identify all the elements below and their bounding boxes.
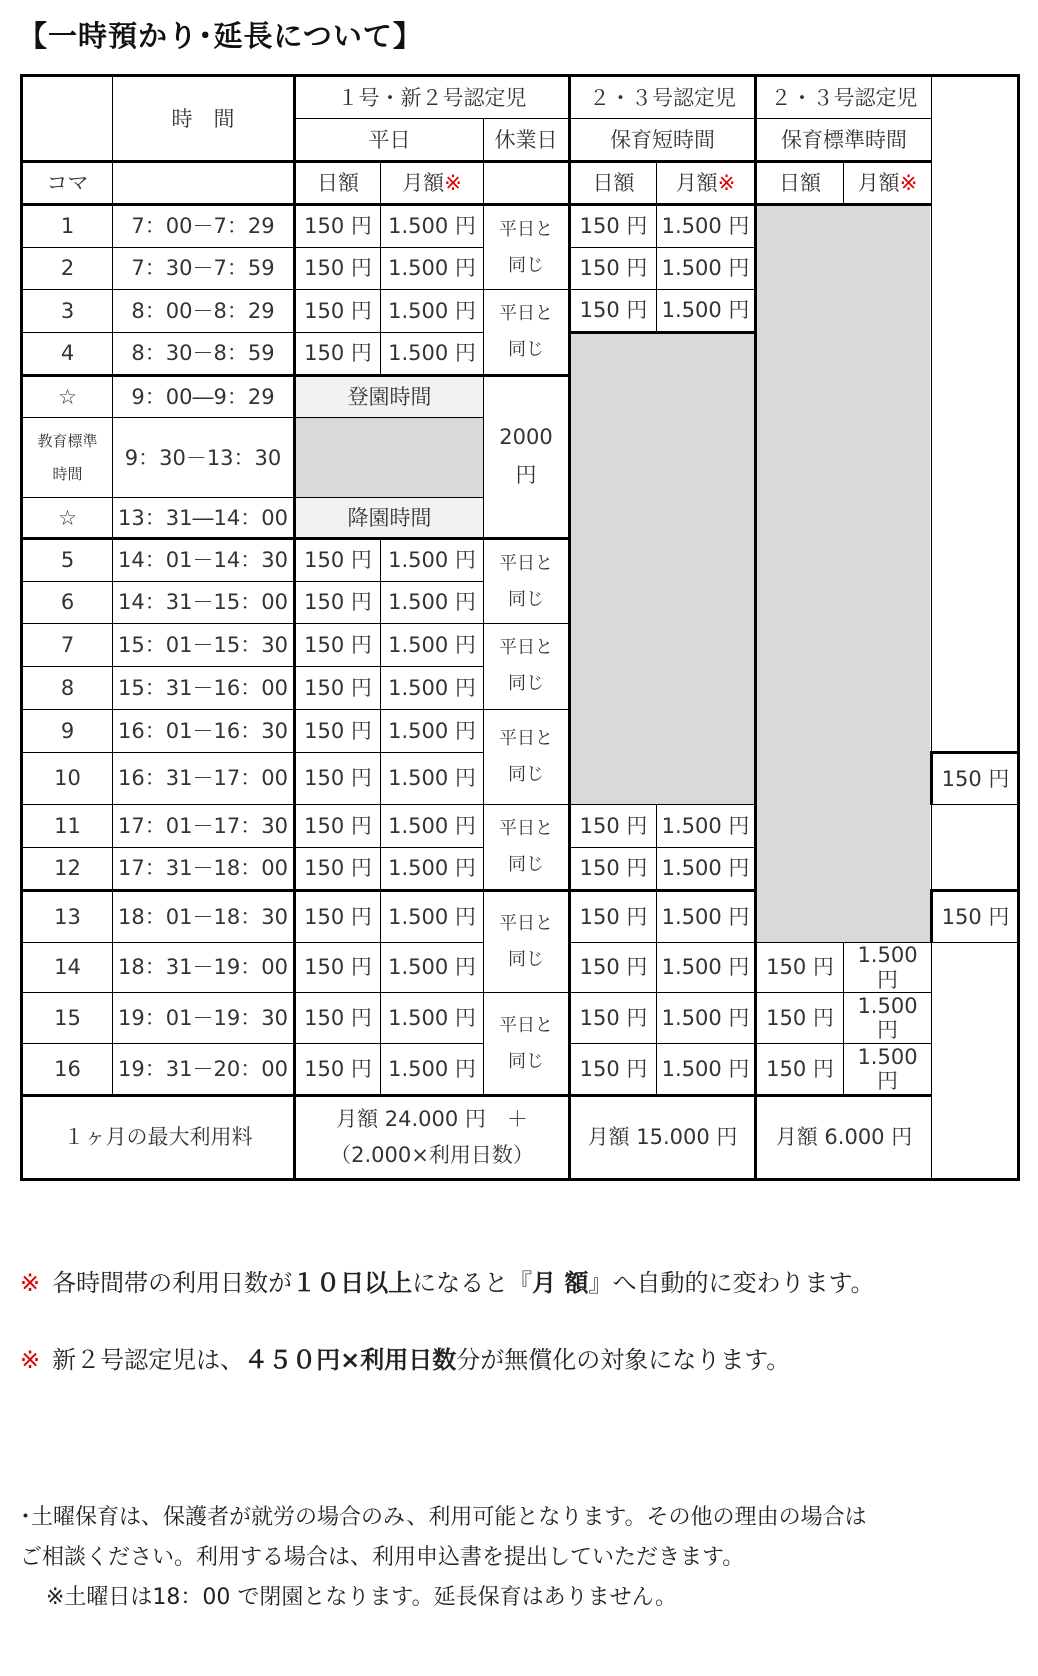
time-range: 8：00－8：29 xyxy=(113,289,295,332)
header-daily: 日額 xyxy=(295,162,381,205)
daily-fee: 150 円 xyxy=(570,1043,657,1095)
monthly-fee: 1.500 円 xyxy=(381,539,484,581)
monthly-fee: 1.500 円 xyxy=(381,709,484,752)
time-range: 8：30－8：59 xyxy=(113,332,295,375)
daily-fee: 150 円 xyxy=(570,205,657,247)
koma-number: 10 xyxy=(22,753,113,805)
max-fee-group-3: 月額 6.000 円 xyxy=(756,1095,932,1179)
saturday-note-line: ご相談ください。利用する場合は、利用申込書を提出していただきます。 xyxy=(20,1545,745,1570)
table-row xyxy=(22,993,1019,1044)
unavailable-block xyxy=(295,418,484,498)
time-range: 19：31－20：00 xyxy=(113,1043,295,1095)
monthly-fee: 1.500 円 xyxy=(381,891,484,943)
daily-fee: 150 円 xyxy=(756,942,844,993)
koma-number: 9 xyxy=(22,709,113,752)
daily-fee: 150 円 xyxy=(295,753,381,805)
koma-number: 3 xyxy=(22,289,113,332)
header-holiday-empty xyxy=(484,162,570,205)
star-mark: ☆ xyxy=(22,498,113,539)
daily-fee: 150 円 xyxy=(756,993,844,1044)
header-weekday: 平日 xyxy=(295,119,484,162)
daily-fee: 150 円 xyxy=(570,804,657,847)
monthly-fee: 1.500 円 xyxy=(381,1043,484,1095)
header-daily: 日額 xyxy=(756,162,844,205)
monthly-fee: 1.500 円 xyxy=(381,993,484,1044)
departure-time-label: 降園時間 xyxy=(295,498,484,539)
header-group-1: １号・新２号認定児 xyxy=(295,76,570,119)
holiday-same-as-weekday: 平日と 同じ xyxy=(484,891,570,993)
daily-fee: 150 円 xyxy=(295,804,381,847)
saturday-closing-note: ※土曜日は18：00 で閉園となります。延長保育はありません。 xyxy=(46,1585,677,1610)
daily-fee: 150 円 xyxy=(295,993,381,1044)
monthly-fee: 1.500 円 xyxy=(381,666,484,709)
holiday-same-as-weekday: 平日と 同じ xyxy=(484,804,570,890)
header-monthly: 月額※ xyxy=(381,162,484,205)
time-range: 7：00－7：29 xyxy=(113,205,295,247)
daily-fee: 150 円 xyxy=(295,581,381,623)
header-koma: コマ xyxy=(22,162,113,205)
header-time: 時 間 xyxy=(113,76,295,162)
time-range: 17：31－18：00 xyxy=(113,847,295,890)
time-range: 14：01－14：30 xyxy=(113,539,295,581)
daily-fee: 150 円 xyxy=(295,247,381,289)
header-empty xyxy=(22,76,113,162)
note-free-of-charge: ※ 新２号認定児は、４５０円×利用日数分が無償化の対象になります。 xyxy=(20,1346,791,1374)
koma-number: 1 xyxy=(22,205,113,247)
monthly-fee: 1.500 円 xyxy=(381,804,484,847)
koma-number: 2 xyxy=(22,247,113,289)
table-row xyxy=(22,1095,1019,1179)
page-title: 【一時預かり･延長について】 xyxy=(18,19,423,53)
time-range: 17：01－17：30 xyxy=(113,804,295,847)
time-range: 16：31－17：00 xyxy=(113,753,295,805)
daily-fee: 150 円 xyxy=(295,942,381,993)
time-range: 19：01－19：30 xyxy=(113,993,295,1044)
daily-fee: 150 円 xyxy=(570,289,657,332)
monthly-fee: 1.500 円 xyxy=(381,581,484,623)
koma-number: 4 xyxy=(22,332,113,375)
monthly-fee: 1.500 円 xyxy=(657,942,756,993)
koma-number: 15 xyxy=(22,993,113,1044)
daily-fee: 150 円 xyxy=(570,847,657,890)
monthly-fee: 1.500 円 xyxy=(657,205,756,247)
daily-fee: 150 円 xyxy=(570,891,657,943)
monthly-fee: 1.500 円 xyxy=(657,891,756,943)
note-mark: ※ xyxy=(717,171,736,196)
monthly-fee: 1.500 円 xyxy=(381,942,484,993)
daily-fee: 150 円 xyxy=(295,539,381,581)
daily-fee: 150 円 xyxy=(295,623,381,666)
header-group-2: ２・３号認定児 xyxy=(570,76,756,119)
daily-fee: 150 円 xyxy=(295,205,381,247)
monthly-fee: 1.500 円 xyxy=(381,247,484,289)
holiday-same-as-weekday: 平日と 同じ xyxy=(484,289,570,375)
daily-fee: 150 円 xyxy=(295,1043,381,1095)
holiday-same-as-weekday: 平日と 同じ xyxy=(484,539,570,623)
time-range: 13：31―14：00 xyxy=(113,498,295,539)
holiday-same-as-weekday: 平日と 同じ xyxy=(484,709,570,804)
max-fee-group-2: 月額 15.000 円 xyxy=(570,1095,756,1179)
daily-fee: 150 円 xyxy=(756,1043,844,1095)
arrival-time-label: 登園時間 xyxy=(295,376,484,418)
daily-fee: 150 円 xyxy=(295,847,381,890)
holiday-same-as-weekday: 平日と 同じ xyxy=(484,205,570,289)
monthly-fee: 1.500 円 xyxy=(381,623,484,666)
monthly-fee: 1.500 円 xyxy=(844,942,932,993)
koma-number: 6 xyxy=(22,581,113,623)
header-monthly: 月額※ xyxy=(844,162,932,205)
note-mark: ※ xyxy=(20,1269,41,1297)
koma-number: 13 xyxy=(22,891,113,943)
daily-fee: 150 円 xyxy=(570,993,657,1044)
max-fee-group-1: 月額 24.000 円 ＋ （2.000×利用日数） xyxy=(295,1095,570,1179)
monthly-fee: 1.500 円 xyxy=(657,993,756,1044)
header-daily: 日額 xyxy=(570,162,657,205)
daily-fee: 150 円 xyxy=(570,942,657,993)
daily-fee: 150 円 xyxy=(932,753,1019,805)
koma-number: 8 xyxy=(22,666,113,709)
monthly-fee: 1.500 円 xyxy=(381,847,484,890)
header-holiday: 休業日 xyxy=(484,119,570,162)
fee-table xyxy=(20,74,1020,1181)
header-monthly: 月額※ xyxy=(657,162,756,205)
time-range: 9：30－13：30 xyxy=(113,418,295,498)
holiday-same-as-weekday: 平日と 同じ xyxy=(484,623,570,709)
holiday-fee: 2000 円 xyxy=(484,376,570,539)
daily-fee: 150 円 xyxy=(932,891,1019,943)
time-range: 16：01－16：30 xyxy=(113,709,295,752)
monthly-fee: 1.500 円 xyxy=(657,804,756,847)
monthly-fee: 1.500 円 xyxy=(381,332,484,375)
star-mark: ☆ xyxy=(22,376,113,418)
monthly-fee: 1.500 円 xyxy=(844,993,932,1044)
monthly-fee: 1.500 円 xyxy=(657,247,756,289)
monthly-fee: 1.500 円 xyxy=(381,753,484,805)
time-range: 15：01－15：30 xyxy=(113,623,295,666)
monthly-fee: 1.500 円 xyxy=(657,1043,756,1095)
time-range: 15：31－16：00 xyxy=(113,666,295,709)
header-standard-hours: 保育標準時間 xyxy=(756,119,932,162)
holiday-same-as-weekday: 平日と 同じ xyxy=(484,993,570,1095)
saturday-note-line: ･土曜保育は、保護者が就労の場合のみ、利用可能となります。その他の理由の場合は xyxy=(20,1505,867,1530)
koma-number: 12 xyxy=(22,847,113,890)
daily-fee: 150 円 xyxy=(295,709,381,752)
koma-number: 14 xyxy=(22,942,113,993)
koma-number: 11 xyxy=(22,804,113,847)
unavailable-block xyxy=(756,205,932,942)
monthly-fee: 1.500 円 xyxy=(381,205,484,247)
education-standard-time-label: 教育標準 時間 xyxy=(22,418,113,498)
monthly-fee: 1.500 円 xyxy=(381,289,484,332)
time-range: 14：31－15：00 xyxy=(113,581,295,623)
header-time-empty xyxy=(113,162,295,205)
koma-number: 7 xyxy=(22,623,113,666)
daily-fee: 150 円 xyxy=(295,332,381,375)
daily-fee: 150 円 xyxy=(570,247,657,289)
header-group-3: ２・３号認定児 xyxy=(756,76,932,119)
daily-fee: 150 円 xyxy=(295,666,381,709)
note-mark: ※ xyxy=(20,1346,41,1374)
time-range: 18：31－19：00 xyxy=(113,942,295,993)
header-short-hours: 保育短時間 xyxy=(570,119,756,162)
daily-fee: 150 円 xyxy=(295,891,381,943)
koma-number: 5 xyxy=(22,539,113,581)
koma-number: 16 xyxy=(22,1043,113,1095)
monthly-fee: 1.500 円 xyxy=(657,289,756,332)
note-auto-monthly: ※ 各時間帯の利用日数が１０日以上になると『月 額』へ自動的に変わります。 xyxy=(20,1269,875,1297)
time-range: 7：30－7：59 xyxy=(113,247,295,289)
unavailable-block xyxy=(570,332,756,804)
note-mark: ※ xyxy=(444,171,462,196)
table-row xyxy=(22,205,1019,247)
daily-fee: 150 円 xyxy=(295,289,381,332)
max-fee-label: １ヶ月の最大利用料 xyxy=(22,1095,295,1179)
note-mark: ※ xyxy=(899,171,918,196)
time-range: 9：00―9：29 xyxy=(113,376,295,418)
monthly-fee: 1.500 円 xyxy=(844,1043,932,1095)
monthly-fee: 1.500 円 xyxy=(657,847,756,890)
time-range: 18：01－18：30 xyxy=(113,891,295,943)
